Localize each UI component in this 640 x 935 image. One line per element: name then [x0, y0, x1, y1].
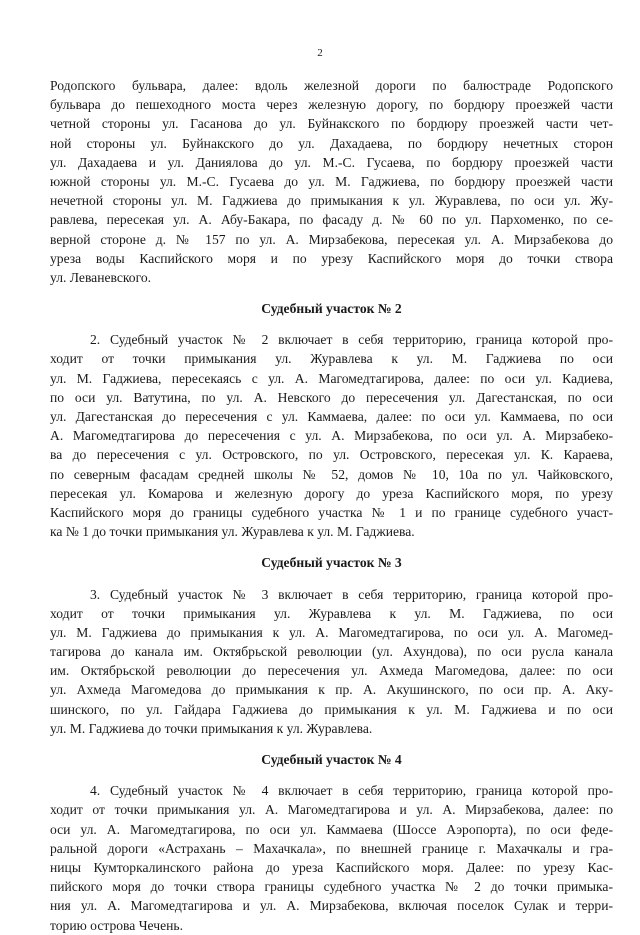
text-line: ул. Дахадаева и ул. Даниялова до ул. М.-С. Гусаева, по бордюру проезжей части	[50, 154, 613, 170]
text-line: южной стороны ул. М.-С. Гусаева до ул. М. Гаджиева, по бордюру проезжей части	[50, 173, 613, 189]
text-line: ка № 1 до точки примыкания ул. Журавлева к ул. М. Гаджиева.	[50, 524, 415, 540]
text-line: 4. Судебный участок № 4 включает в себя территорию, граница которой про-	[90, 783, 613, 799]
text-line: шинского, по ул. Гайдара Гаджиева до примыкания к ул. М. Гаджиева и по оси	[50, 701, 613, 717]
text-line: ной стороны ул. Буйнакского до ул. Дахадаева, по бордюру нечетных сторон	[50, 135, 613, 151]
text-line: оси ул. А. Магомедтагирова, по оси ул. Каммаева (Шоссе Аэропорта), по оси феде-	[50, 821, 613, 837]
text-line: уреза воды Каспийского моря и по урезу Каспийского моря до точки створа	[50, 250, 613, 266]
text-line: ул. Леваневского.	[50, 269, 152, 285]
text-line: тагирова до канала им. Октябрьской революции (ул. Ахундова), по оси русла канала	[50, 644, 613, 660]
section-heading: Судебный участок № 4	[261, 752, 402, 767]
text-line: 2. Судебный участок № 2 включает в себя территорию, граница которой про-	[90, 332, 613, 348]
text-line: Каспийского моря до границы судебного участка № 1 и по границе судебного участ-	[50, 504, 613, 520]
text-line: 3. Судебный участок № 3 включает в себя территорию, граница которой про-	[90, 586, 613, 602]
text-line: четной стороны ул. Гасанова до ул. Буйнакского по бордюру проезжей части чет-	[50, 116, 613, 132]
text-line: равлева, пересекая ул. А. Абу-Бакара, по фасаду д. № 60 по ул. Пархоменко, по се-	[50, 212, 613, 228]
text-line: по северным фасадам средней школы № 52, домов № 10, 10а по ул. Чайковского,	[50, 466, 613, 482]
text-line: Родопского бульвара, далее: вдоль железной дороги по балюстраде Родопского	[50, 78, 613, 93]
section-court-2	[50, 299, 613, 541]
text-line: ницы Кумторкалинского района до уреза Каспийского моря. Далее: по урезу Кас-	[50, 859, 613, 875]
section-heading: Судебный участок № 2	[261, 301, 402, 317]
text-line: им. Октябрьской революции до пересечения ул. Ахмеда Магомедова, далее: по оси	[50, 663, 613, 679]
text-line: ния ул. А. Магомедтагирова и ул. А. Мирзабекова, включая поселок Сулак и терри-	[50, 898, 613, 914]
text-line: пийского моря до точки створа границы судебного участка № 2 до точки примыка-	[50, 879, 613, 895]
text-line: А. Магомедтагирова до пересечения с ул. А. Мирзабекова, по оси ул. А. Мирзабеко-	[50, 428, 613, 444]
text-line: верной стороне д. № 157 по ул. А. Мирзабекова, пересекая ул. А. Мирзабекова до	[50, 231, 613, 247]
text-line: бульвара до пешеходного моста через железную дорогу, по бордюру проезжей части	[50, 97, 613, 113]
text-line: ул. М. Гаджиева до точки примыкания к ул. Журавлева.	[50, 720, 373, 736]
paragraph-continuation	[50, 76, 613, 287]
section-court-3	[50, 553, 613, 738]
section-heading: Судебный участок № 3	[261, 555, 402, 571]
text-line: ходит от точки примыкания ул. А. Магомедтагирова и ул. А. Мирзабекова, далее: по	[50, 802, 613, 818]
text-line: ул. М. Гаджиева, пересекаясь с ул. А. Магомедтагирова, далее: по оси ул. Кадиева,	[50, 370, 613, 386]
section-court-4	[50, 750, 613, 935]
text-line: по оси ул. Ватутина, по ул. А. Невского до пересечения ул. Дагестанская, по оси	[50, 389, 613, 405]
text-line: пересекая ул. Комарова и железную дорогу до уреза Каспийского моря, по урезу	[50, 485, 613, 501]
text-line: нечетной стороны ул. М. Гаджиева до примыкания к ул. Журавлева, по оси ул. Жу-	[50, 193, 613, 209]
text-line: ральной дороги «Астрахань – Махачкала», по внешней границе г. Махачкалы и гра-	[50, 840, 613, 856]
text-line: ва до пересечения с ул. Островского, по ул. Островского, пересекая ул. К. Караева,	[50, 447, 613, 463]
document-body	[50, 76, 613, 935]
text-line: ул. Дагестанская до пересечения с ул. Каммаева, далее: по оси ул. Каммаева, по оси	[50, 409, 613, 424]
text-line: ходит от точки примыкания ул. Журавлева к ул. М. Гаджиева по оси	[50, 351, 613, 367]
text-line: ул. Ахмеда Магомедова до примыкания к пр. А. Акушинского, по оси пр. А. Аку-	[50, 682, 613, 698]
text-line: торию острова Чечень.	[50, 917, 183, 933]
text-line: ул. М. Гаджиева до примыкания к ул. А. Магомедтагирова, по оси ул. А. Магомед-	[50, 624, 613, 640]
page-number: 2	[317, 47, 323, 59]
text-line: ходит от точки примыкания ул. Журавлева к ул. М. Гаджиева, по оси	[50, 605, 613, 621]
